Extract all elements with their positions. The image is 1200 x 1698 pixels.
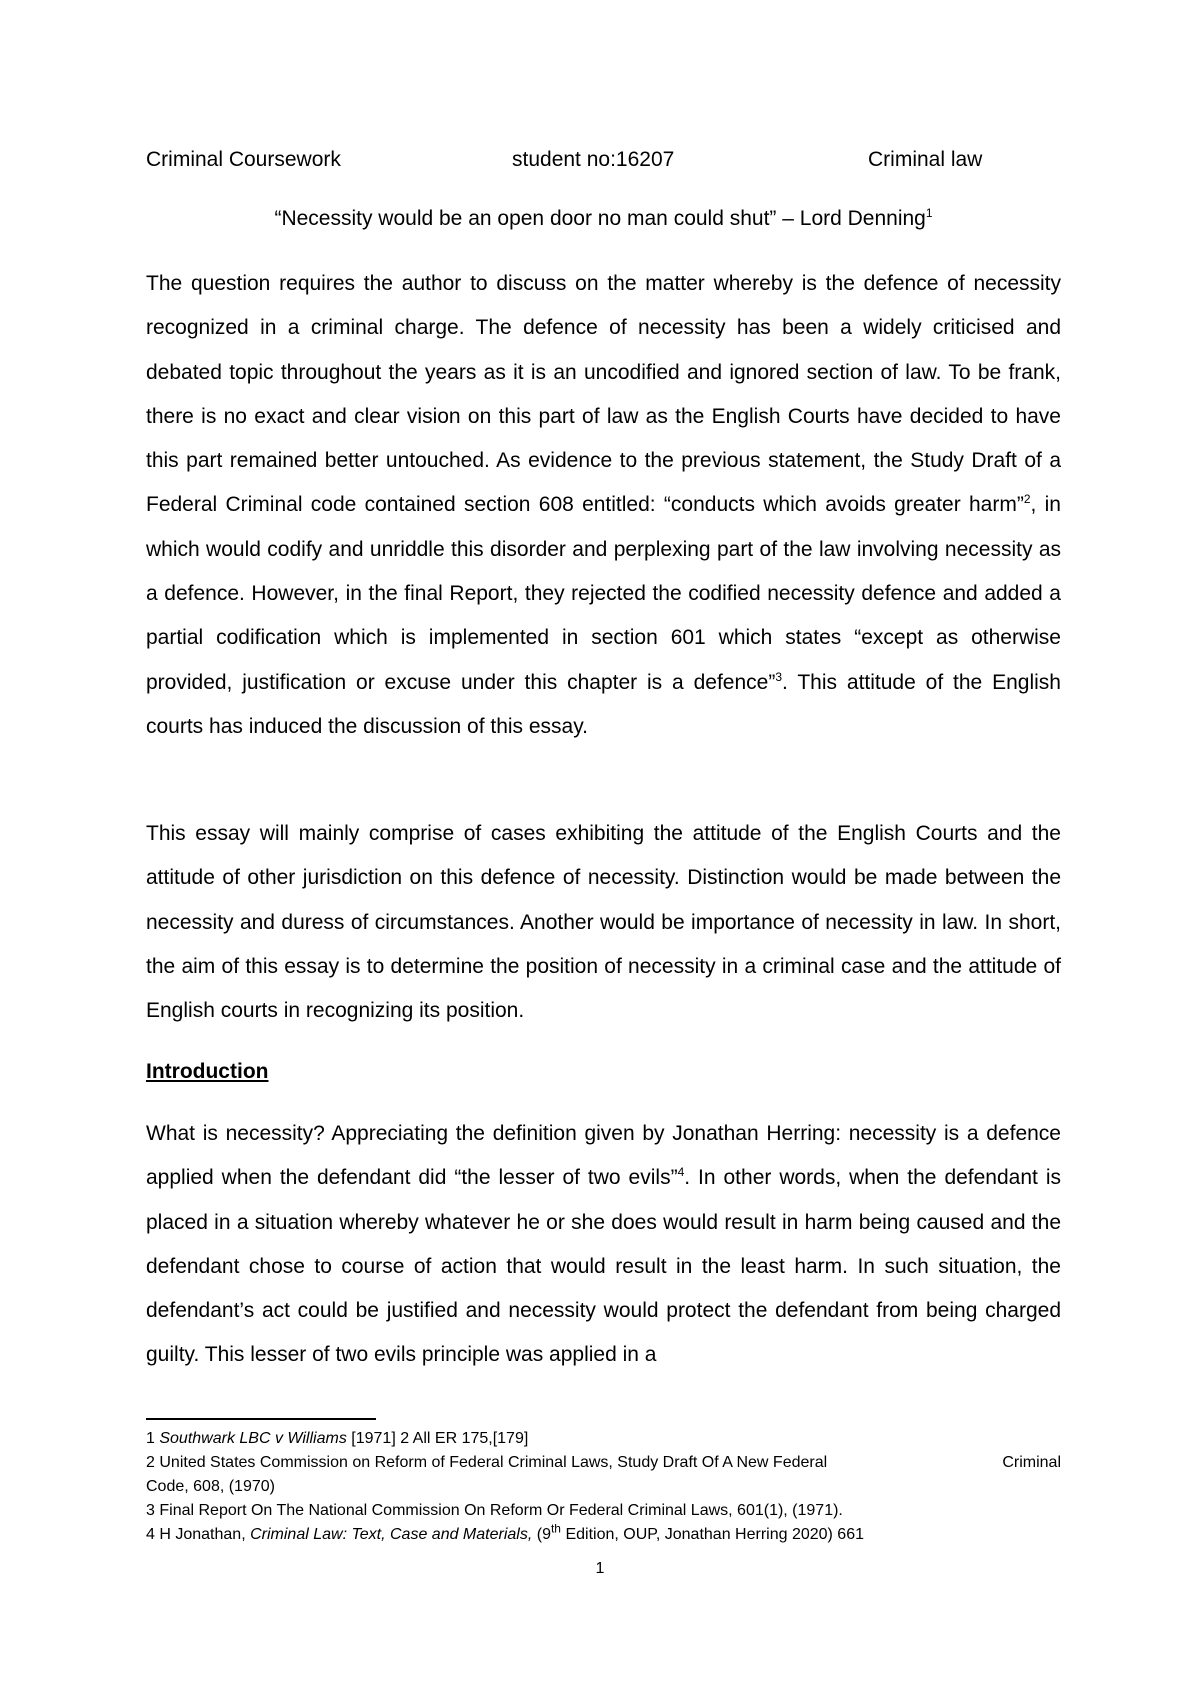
title-quote [146,207,1061,231]
footnote-1 [146,1427,1061,1451]
footnote-4-number: 4 [146,1526,155,1543]
paragraph-1-part-2: , in which would codify and unriddle this disorder and perplexing part of the law involving necessity as a defence. However, in the final Report, they rejected the codified necessity defence and added a partial codification which is implemented in section 601 which states “except as otherwise provided, justification or excuse under this chapter is a defence” [146,493,1061,694]
paragraph-3-part-1: What is necessity? Appreciating the definition given by Jonathan Herring: necessity is a defence applied when the defendant did “the lesser of two evils” [146,1122,1061,1190]
footnote-ref-2: 2 [1023,492,1031,507]
footnote-4-edition-sup: th [550,1521,561,1536]
footnote-3-number: 3 [146,1502,155,1519]
footnote-ref-1: 1 [925,206,933,220]
header-subject: Criminal law [868,148,983,171]
footnote-4-author: H Jonathan, [159,1526,246,1543]
footnote-3-text: Final Report On The National Commission On Reform Or Federal Criminal Laws, 601(1), (1971). [159,1502,843,1519]
paragraph-2: This essay will mainly comprise of cases exhibiting the attitude of the English Courts and the attitude of other jurisdiction on this defence of necessity. Distinction would be made between the necessity and duress of circumstances. Another would be importance of necessity in law. In short, the aim of this essay is to determine the position of necessity in a criminal case and the attitude of English courts in recognizing its position. [146,822,1061,1023]
footnote-1-case: Southwark LBC v Williams [159,1430,347,1447]
footnote-3 [146,1499,1061,1523]
quote-text: “Necessity would be an open door no man could shut” – Lord Denning [274,207,926,230]
footnote-2-text: United States Commission on Reform of Federal Criminal Laws, Study Draft Of A New Federal [159,1454,828,1471]
footnote-4-title: Criminal Law: Text, Case and Materials, [250,1526,533,1543]
footnote-1-citation: [1971] 2 All ER 175,[179] [351,1430,529,1447]
footnote-1-number: 1 [146,1430,155,1447]
section-heading-introduction: Introduction [146,1060,269,1083]
header-student-number: student no:16207 [512,148,675,171]
footnote-4-edition-open: (9 [536,1526,551,1543]
footnote-2-number: 2 [146,1454,155,1471]
footnote-separator [146,1418,376,1420]
paragraph-3-part-2: . In other words, when the defendant is placed in a situation whereby whatever he or she does would result in harm being caused and the defendant chose to course of action that would result in the least harm. In such situation, the defendant’s act could be justified and necessity would protect the defendant from being charged guilty. This lesser of two evils principle was applied in a [146,1166,1061,1367]
footnote-4-edition-rest: Edition, OUP, Jonathan Herring 2020) 661 [565,1526,864,1543]
paragraph-1-part-1: The question requires the author to discuss on the matter whereby is the defence of necessity recognized in a criminal charge. The defence of necessity has been a widely criticised and debated topic throughout the years as it is an uncodified and ignored section of law. To be frank, there is no exact and clear vision on this part of law as the English Courts have decided to have this part remained better untouched. As evidence to the previous statement, the Study Draft of a Federal Criminal code contained section 608 entitled: “conducts which avoids greater harm” [146,272,1061,517]
paragraph-1-part-3: . This attitude of the English courts has induced the discussion of this essay. [146,670,1061,738]
page-header [146,148,1061,178]
footnote-2-line-2: Code, 608, (1970) [146,1478,275,1495]
footnote-4 [146,1523,1061,1547]
footnote-2-tail: Criminal [1002,1454,1061,1471]
footnote-2 [146,1451,1061,1499]
footnotes [146,1427,1061,1547]
footnote-ref-4: 4 [677,1165,685,1180]
footnote-ref-3: 3 [775,669,783,684]
header-course-title: Criminal Coursework [146,148,341,171]
paragraph-1 [146,262,1061,749]
page-number: 1 [595,1560,605,1577]
paragraph-3 [146,1112,1061,1378]
